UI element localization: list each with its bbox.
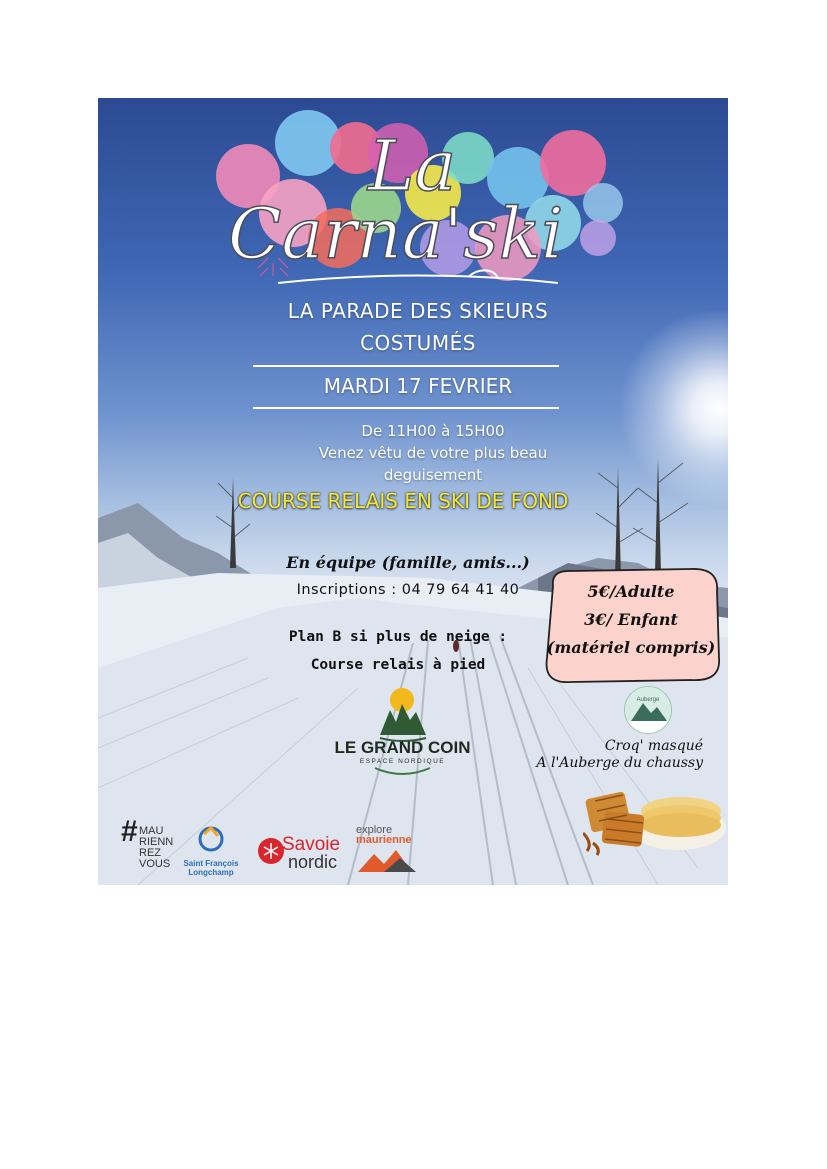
event-hours: De 11H00 à 15H00 <box>361 422 505 440</box>
savoie-word: Savoie <box>282 834 341 855</box>
croq-line2: A l'Auberge du chaussy <box>536 755 703 771</box>
snowflake-icon <box>258 838 284 864</box>
auberge-logo <box>624 686 672 734</box>
dress-line2: deguisement <box>383 466 483 484</box>
top-rule <box>253 365 559 367</box>
sf-line1: Saint François <box>183 859 239 868</box>
relay-race-heading: COURSE RELAIS EN SKI DE FOND <box>237 489 569 513</box>
mv-line3: REZ <box>139 847 161 859</box>
mv-line1: MAU <box>139 825 164 837</box>
mv-line4: VOUS <box>139 858 171 870</box>
dress-line1: Venez vêtu de votre plus beau <box>318 444 548 462</box>
event-hours-block <box>283 420 583 486</box>
event-subtitle: LA PARADE DES SKIEURS COSTUMÉS <box>287 299 549 355</box>
grand-coin-name: LE GRAND COIN <box>334 738 471 757</box>
price-adult: 5€/Adulte <box>587 582 675 601</box>
mountain-peaks-icon <box>356 846 426 874</box>
plan-b-line1: Plan B si plus de neige : <box>288 629 508 645</box>
croq-masque-info <box>503 738 703 772</box>
event-poster <box>98 98 728 885</box>
waffles-illustration <box>583 783 728 858</box>
grand-coin-subtitle: ESPACE NORDIQUE <box>359 758 446 765</box>
mv-line2: RIENN <box>139 836 174 848</box>
event-date: MARDI 17 FEVRIER <box>323 374 513 398</box>
maurienne-vous-logo <box>121 815 176 884</box>
plan-b-block <box>238 623 558 679</box>
maurienne-word: maurienne <box>356 834 412 846</box>
sf-line2: Longchamp <box>188 868 234 877</box>
savoie-nordic-logo <box>258 834 348 874</box>
price-list <box>541 578 721 662</box>
saint-francois-emblem-icon <box>196 824 226 854</box>
nordic-word: nordic <box>288 852 338 872</box>
team-info: En équipe (famille, amis...) <box>286 553 530 572</box>
hashtag-icon: # <box>121 815 138 848</box>
event-title <box>218 108 618 298</box>
grand-coin-logo <box>330 680 475 780</box>
croq-line1: Croq' masqué <box>604 738 703 754</box>
plan-b-line2: Course relais à pied <box>310 657 486 673</box>
price-note: (matériel compris) <box>546 638 716 657</box>
explore-maurienne-logo <box>356 824 431 884</box>
auberge-label: Auberge <box>636 697 660 703</box>
inscriptions-phone: Inscriptions : 04 79 64 41 40 <box>296 582 520 598</box>
explore-word: explore <box>356 824 393 836</box>
title-line2: Carna'ski <box>228 193 564 275</box>
title-line1: La <box>368 125 457 207</box>
price-child: 3€/ Enfant <box>584 610 678 629</box>
saint-francois-logo <box>176 824 246 884</box>
bottom-rule <box>253 407 559 409</box>
auberge-mountain-icon <box>625 687 671 733</box>
